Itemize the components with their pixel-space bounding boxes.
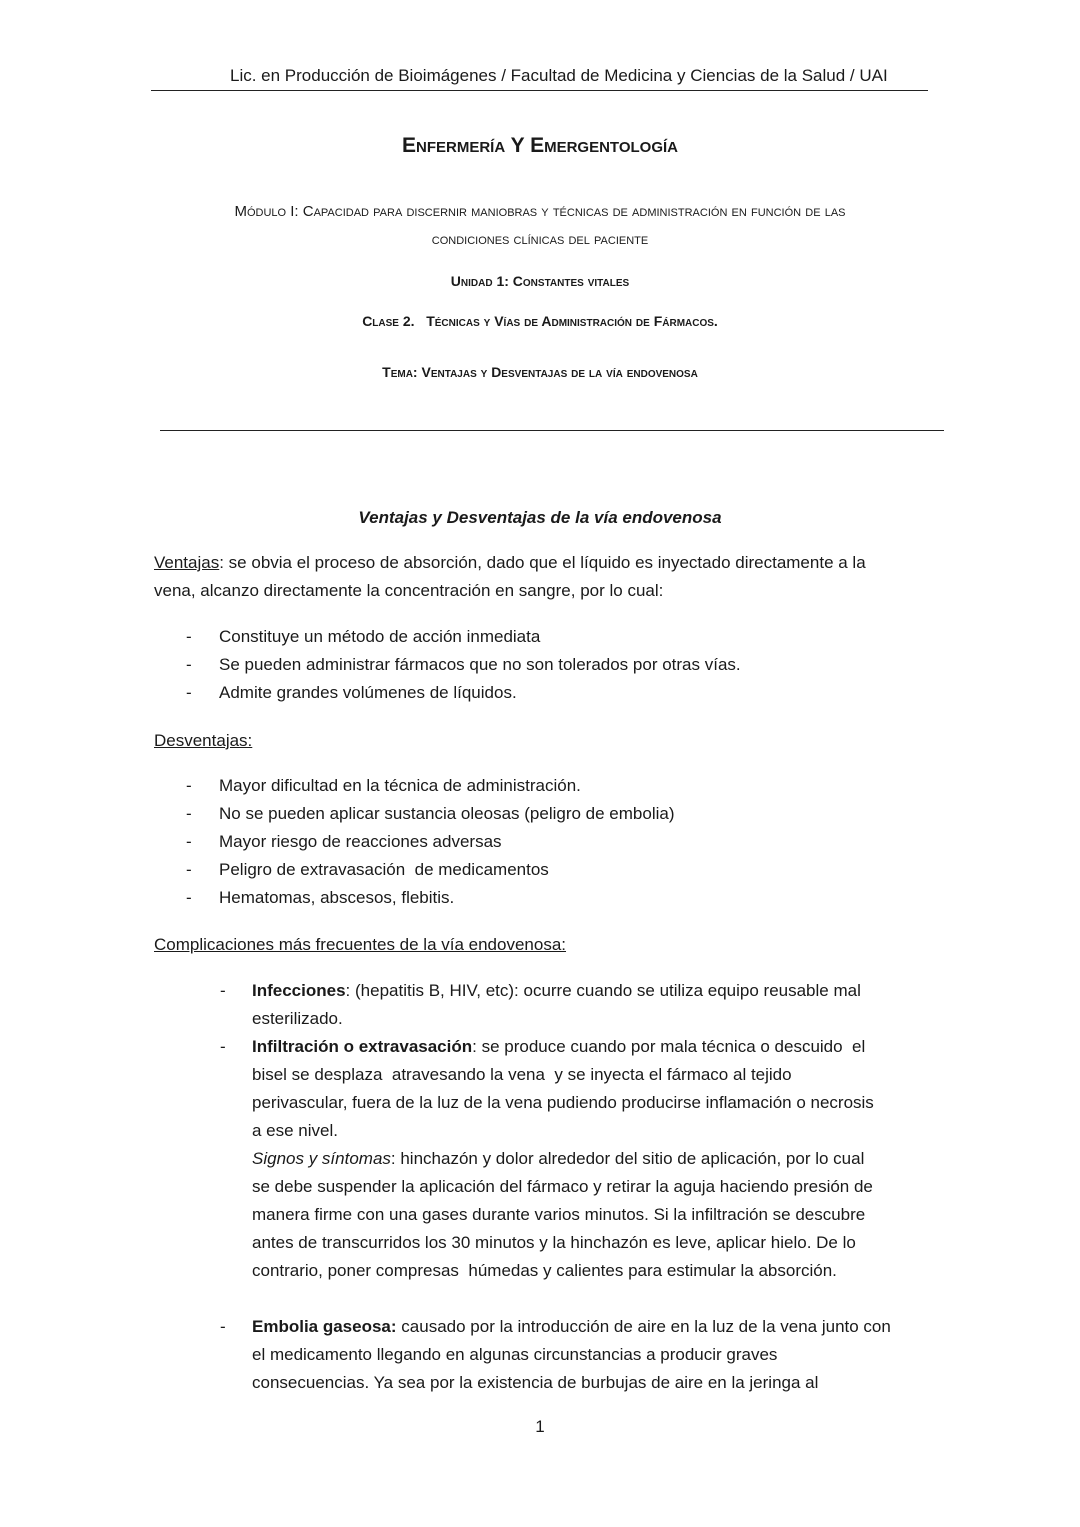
term: Infecciones xyxy=(252,981,346,1000)
text: se debe suspender la aplicación del fármaco y retirar la aguja haciendo presión de xyxy=(252,1177,873,1196)
text: a ese nivel. xyxy=(252,1121,338,1140)
text: el medicamento llegando en algunas circunstancias a producir graves xyxy=(252,1345,778,1364)
text: bisel se desplaza atravesando la vena y se inyecta el fármaco al tejido xyxy=(252,1065,792,1084)
text-line xyxy=(0,1369,1080,1397)
dash: - xyxy=(186,888,192,907)
text-line xyxy=(0,1117,1080,1145)
ventajas-line-1 xyxy=(154,549,866,577)
dash: - xyxy=(186,860,192,879)
list-item-text: Constituye un método de acción inmediata xyxy=(219,627,541,646)
list-item xyxy=(0,884,1080,912)
section-rule xyxy=(160,430,944,431)
complicaciones-label: Complicaciones más frecuentes de la vía endovenosa: xyxy=(154,935,567,954)
list-item xyxy=(0,651,1080,679)
class-title: Clase 2. Técnicas y Vías de Administración de Fármacos. xyxy=(362,313,718,329)
list-item-text: No se pueden aplicar sustancia oleosas (peligro de embolia) xyxy=(219,804,675,823)
list-item xyxy=(0,772,1080,800)
text-line xyxy=(0,1229,1080,1257)
list-item xyxy=(0,828,1080,856)
text: antes de transcurridos los 30 minutos y la hinchazón es leve, aplicar hielo. De lo xyxy=(252,1233,856,1252)
list-item xyxy=(0,800,1080,828)
text-line xyxy=(0,1341,1080,1369)
text: : se produce cuando por mala técnica o descuido el xyxy=(472,1037,866,1056)
list-item-text: Hematomas, abscesos, flebitis. xyxy=(219,888,455,907)
list-item-text: Mayor dificultad en la técnica de administración. xyxy=(219,776,581,795)
list-item-text: Admite grandes volúmenes de líquidos. xyxy=(219,683,517,702)
page-number: 1 xyxy=(535,1417,545,1436)
text-line xyxy=(0,1173,1080,1201)
text: consecuencias. Ya sea por la existencia de burbujas de aire en la jeringa al xyxy=(252,1373,819,1392)
list-item-infecciones xyxy=(0,977,1080,1005)
module-line-2: condiciones clínicas del paciente xyxy=(431,231,649,248)
dash: - xyxy=(220,981,226,1000)
text: : (hepatitis B, HIV, etc): ocurre cuando se utiliza equipo reusable mal xyxy=(345,981,861,1000)
text-line xyxy=(0,1005,1080,1033)
running-header-text: Lic. en Producción de Bioimágenes / Facultad de Medicina y Ciencias de la Salud / UAI xyxy=(230,66,888,85)
ventajas-text: : se obvia el proceso de absorción, dado que el líquido es inyectado directamente a la xyxy=(219,553,866,572)
text: contrario, poner compresas húmedas y calientes para estimular la absorción. xyxy=(252,1261,837,1280)
list-item xyxy=(0,856,1080,884)
document-title: Enfermería Y Emergentología xyxy=(402,134,678,157)
list-item-text: Mayor riesgo de reacciones adversas xyxy=(219,832,502,851)
list-item-infiltracion xyxy=(0,1033,1080,1061)
ventajas-label: Ventajas xyxy=(154,553,220,572)
section-heading: Ventajas y Desventajas de la vía endovenosa xyxy=(358,508,722,527)
unit-title: Unidad 1: Constantes vitales xyxy=(450,273,630,289)
dash: - xyxy=(220,1037,226,1056)
text: perivascular, fuera de la luz de la vena pudiendo producirse inflamación o necrosis xyxy=(252,1093,874,1112)
dash: - xyxy=(186,655,192,674)
signs-label: Signos y síntomas xyxy=(252,1149,391,1168)
header-rule xyxy=(151,90,928,91)
ventajas-line-2: vena, alcanzo directamente la concentración en sangre, por lo cual: xyxy=(154,581,664,600)
dash: - xyxy=(186,804,192,823)
list-item xyxy=(0,679,1080,707)
text-line xyxy=(0,1061,1080,1089)
list-item-text: Se pueden administrar fármacos que no son tolerados por otras vías. xyxy=(219,655,741,674)
text-line xyxy=(0,1145,1080,1173)
term: Embolia gaseosa: xyxy=(252,1317,397,1336)
text: manera firme con una gases durante varios minutos. Si la infiltración se descubre xyxy=(252,1205,866,1224)
text: causado por la introducción de aire en la luz de la vena junto con xyxy=(396,1317,891,1336)
desventajas-label: Desventajas: xyxy=(154,731,253,750)
dash: - xyxy=(220,1317,226,1336)
list-item xyxy=(0,623,1080,651)
list-item-text: Peligro de extravasación de medicamentos xyxy=(219,860,549,879)
dash: - xyxy=(186,776,192,795)
text: esterilizado. xyxy=(252,1009,343,1028)
topic-title: Tema: Ventajas y Desventajas de la vía endovenosa xyxy=(382,364,698,380)
text: : hinchazón y dolor alrededor del sitio de aplicación, por lo cual xyxy=(390,1149,865,1168)
dash: - xyxy=(186,683,192,702)
dash: - xyxy=(186,832,192,851)
dash: - xyxy=(186,627,192,646)
text-line xyxy=(0,1089,1080,1117)
module-line-1: Módulo I: Capacidad para discernir maniobras y técnicas de administración en función de las xyxy=(234,203,846,220)
list-item-embolia xyxy=(0,1313,1080,1341)
text-line xyxy=(0,1201,1080,1229)
term: Infiltración o extravasación xyxy=(252,1037,473,1056)
text-line xyxy=(0,1257,1080,1285)
